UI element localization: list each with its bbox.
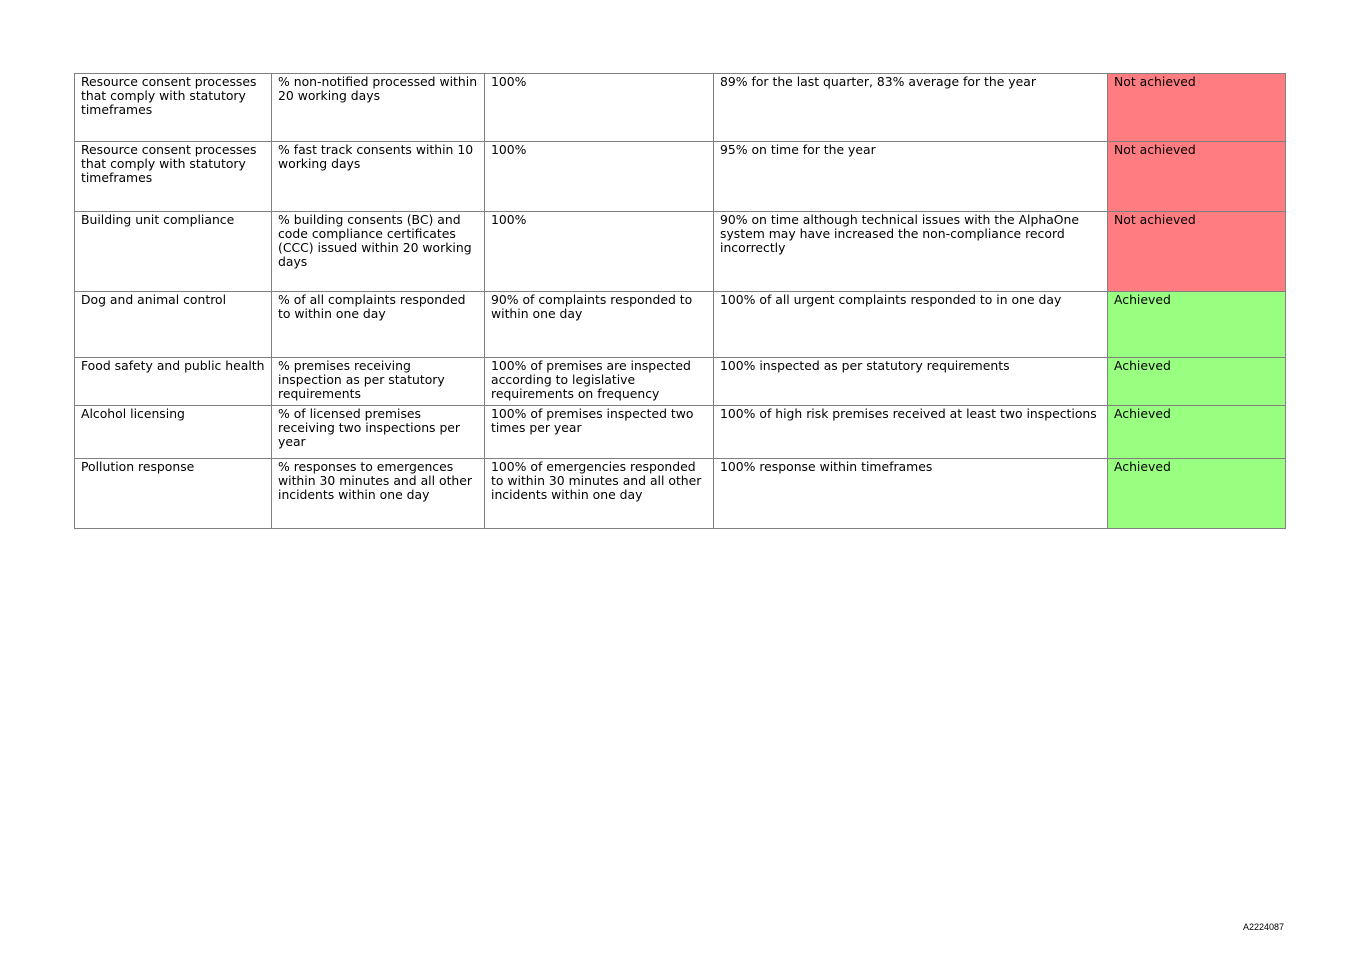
target-cell: 100% xyxy=(485,74,714,142)
status-cell-achieved: Achieved xyxy=(1108,459,1286,529)
measure-cell: % responses to emergences within 30 minutes and all other incidents within one day xyxy=(272,459,485,529)
table-row xyxy=(75,358,1286,406)
table-row xyxy=(75,459,1286,529)
activity-cell: Resource consent processes that comply with statutory timeframes xyxy=(75,74,272,142)
result-cell: 89% for the last quarter, 83% average for the year xyxy=(714,74,1108,142)
target-cell: 100% of premises are inspected according to legislative requirements on frequency xyxy=(485,358,714,406)
table-row xyxy=(75,406,1286,459)
status-cell-not-achieved: Not achieved xyxy=(1108,142,1286,212)
target-cell: 100% of premises inspected two times per year xyxy=(485,406,714,459)
status-cell-achieved: Achieved xyxy=(1108,292,1286,358)
activity-cell: Alcohol licensing xyxy=(75,406,272,459)
table-row xyxy=(75,142,1286,212)
table-row xyxy=(75,292,1286,358)
target-cell: 100% of emergencies responded to within 30 minutes and all other incidents within one day xyxy=(485,459,714,529)
performance-table xyxy=(74,73,1286,529)
status-cell-achieved: Achieved xyxy=(1108,358,1286,406)
result-cell: 100% of all urgent complaints responded to in one day xyxy=(714,292,1108,358)
target-cell: 100% xyxy=(485,212,714,292)
status-cell-not-achieved: Not achieved xyxy=(1108,74,1286,142)
document-reference: A2224087 xyxy=(1242,922,1284,932)
status-cell-achieved: Achieved xyxy=(1108,406,1286,459)
result-cell: 100% of high risk premises received at least two inspections xyxy=(714,406,1108,459)
activity-cell: Food safety and public health xyxy=(75,358,272,406)
table-row xyxy=(75,74,1286,142)
result-cell: 100% response within timeframes xyxy=(714,459,1108,529)
table-row xyxy=(75,212,1286,292)
activity-cell: Dog and animal control xyxy=(75,292,272,358)
target-cell: 90% of complaints responded to within one day xyxy=(485,292,714,358)
activity-cell: Building unit compliance xyxy=(75,212,272,292)
result-cell: 90% on time although technical issues with the AlphaOne system may have increased the non-compliance record incorrectly xyxy=(714,212,1108,292)
status-cell-not-achieved: Not achieved xyxy=(1108,212,1286,292)
result-cell: 100% inspected as per statutory requirements xyxy=(714,358,1108,406)
measure-cell: % building consents (BC) and code compliance certificates (CCC) issued within 20 working days xyxy=(272,212,485,292)
measure-cell: % premises receiving inspection as per statutory requirements xyxy=(272,358,485,406)
target-cell: 100% xyxy=(485,142,714,212)
activity-cell: Resource consent processes that comply with statutory timeframes xyxy=(75,142,272,212)
measure-cell: % fast track consents within 10 working days xyxy=(272,142,485,212)
result-cell: 95% on time for the year xyxy=(714,142,1108,212)
measure-cell: % non-notified processed within 20 working days xyxy=(272,74,485,142)
measure-cell: % of all complaints responded to within one day xyxy=(272,292,485,358)
activity-cell: Pollution response xyxy=(75,459,272,529)
measure-cell: % of licensed premises receiving two inspections per year xyxy=(272,406,485,459)
